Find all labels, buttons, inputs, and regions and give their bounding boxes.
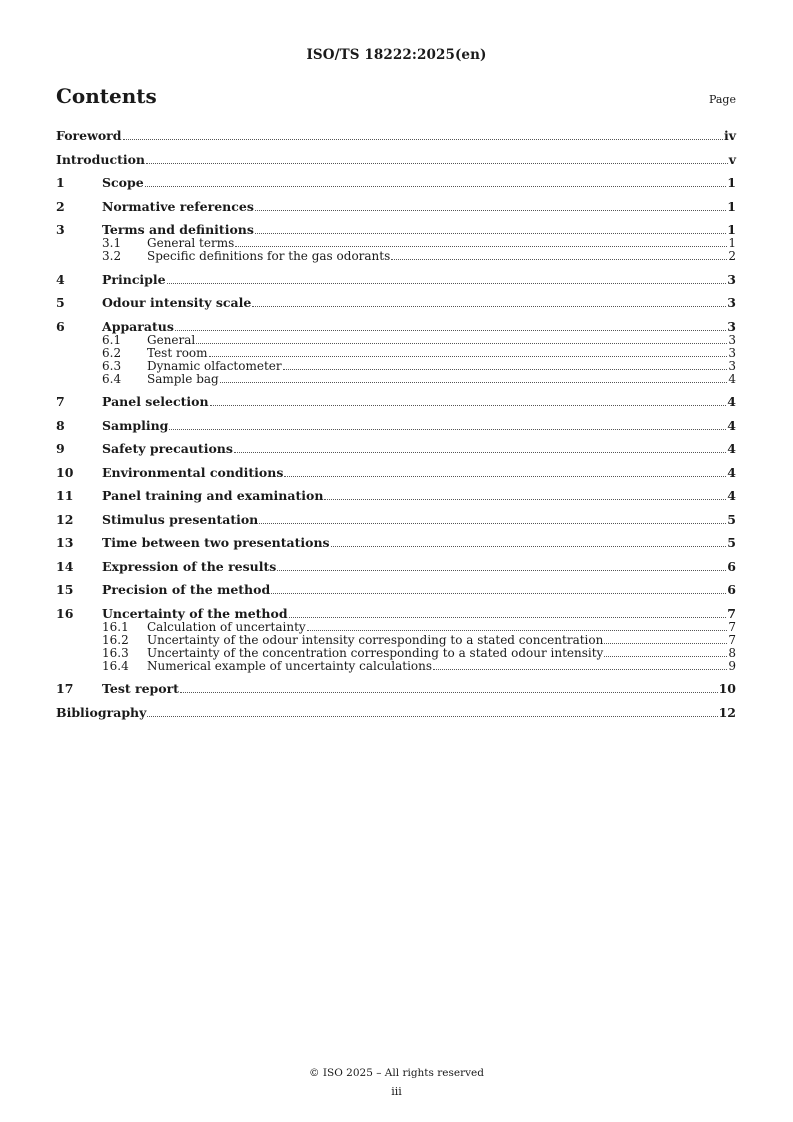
toc-entry-number: 16.2 <box>102 632 129 647</box>
toc-entry-number: 10 <box>56 464 74 480</box>
toc-entry-page: 1 <box>727 222 736 237</box>
toc-entry-number: 13 <box>56 535 74 550</box>
toc-subentry[interactable] <box>56 660 736 673</box>
toc-entry-number: 6.2 <box>102 345 122 360</box>
toc-entry-page: 1 <box>727 198 736 214</box>
page-number: iii <box>391 1085 402 1098</box>
toc-entry-number: 9 <box>56 441 65 456</box>
toc-entry-title: Uncertainty of the concentration corresponding to a stated odour intensity <box>147 645 604 660</box>
dot-leader <box>252 306 726 307</box>
toc-entry[interactable] <box>56 129 736 143</box>
dot-leader <box>123 139 723 140</box>
toc-subentry[interactable] <box>56 334 736 347</box>
toc-subentry[interactable] <box>56 360 736 373</box>
toc-entry-title: Bibliography <box>56 704 147 720</box>
dot-leader <box>180 692 718 693</box>
toc-entry-number: 11 <box>56 488 74 503</box>
toc-entry-number: 5 <box>56 295 65 310</box>
toc-entry[interactable] <box>56 560 736 574</box>
toc-entry-page: 7 <box>728 632 736 647</box>
dot-leader <box>271 593 726 594</box>
toc-entry[interactable] <box>56 296 736 310</box>
toc-entry-number: 17 <box>56 681 74 696</box>
toc-entry-title: Introduction <box>56 151 146 167</box>
toc-entry-number: 8 <box>56 417 65 433</box>
toc-entry-page: 3 <box>727 295 736 310</box>
toc-entry-title: Expression of the results <box>102 558 277 574</box>
dot-leader <box>145 186 727 187</box>
toc-entry-page: 8 <box>728 645 736 660</box>
toc-entry-title: Calculation of uncertainty <box>147 619 306 634</box>
toc-entry-title: Uncertainty of the method <box>102 605 288 621</box>
dot-leader <box>324 499 726 500</box>
toc-entry[interactable] <box>56 513 736 527</box>
toc-entry[interactable] <box>56 176 736 190</box>
toc-entry-title: Normative references <box>102 198 254 214</box>
dot-leader <box>234 452 726 453</box>
toc-entry-number: 1 <box>56 175 65 190</box>
toc-subentry[interactable] <box>56 250 736 263</box>
page-column-label: Page <box>708 93 736 106</box>
toc-entry-number: 2 <box>56 198 65 214</box>
toc-entry[interactable] <box>56 442 736 456</box>
toc-entry-number: 16 <box>56 605 74 621</box>
toc-entry-title: Sample bag <box>147 371 219 386</box>
toc-entry-number: 12 <box>56 511 74 527</box>
toc-entry[interactable] <box>56 395 736 409</box>
toc-entry-number: 16.4 <box>102 658 129 673</box>
dot-leader <box>307 630 728 631</box>
dot-leader <box>175 330 726 331</box>
toc-entry-page: 6 <box>727 558 736 574</box>
toc-entry-page: 5 <box>727 511 736 527</box>
toc-entry-page: 3 <box>728 332 736 347</box>
toc-entry-page: 3 <box>728 358 736 373</box>
toc-entry-page: 2 <box>728 249 736 263</box>
dot-leader <box>255 233 726 234</box>
toc-entry[interactable] <box>56 320 736 334</box>
dot-leader <box>277 570 726 571</box>
document-id-header: ISO/TS 18222:2025(en) <box>306 47 487 63</box>
toc-entry-page: 4 <box>727 488 736 503</box>
toc-entry-title: Foreword <box>56 128 122 143</box>
toc-entry-number: 4 <box>56 271 65 287</box>
dot-leader <box>604 643 727 644</box>
toc-entry-title: Test report <box>102 681 179 696</box>
toc-entry-page: v <box>728 151 736 167</box>
toc-entry-number: 16.3 <box>102 645 129 660</box>
table-of-contents <box>56 126 736 720</box>
toc-entry[interactable] <box>56 419 736 433</box>
toc-subentry[interactable] <box>56 647 736 660</box>
toc-entry[interactable] <box>56 153 736 167</box>
toc-subentry[interactable] <box>56 634 736 647</box>
toc-entry-page: 5 <box>727 535 736 550</box>
toc-entry-page: 3 <box>727 318 736 334</box>
dot-leader <box>259 523 726 524</box>
toc-entry-page: 4 <box>728 371 736 386</box>
toc-entry[interactable] <box>56 706 736 720</box>
toc-entry-title: Sampling <box>102 417 169 433</box>
toc-entry-page: 6 <box>727 582 736 597</box>
toc-entry-page: 10 <box>718 681 736 696</box>
toc-entry-number: 3 <box>56 222 65 237</box>
dot-leader <box>604 656 727 657</box>
toc-entry[interactable] <box>56 273 736 287</box>
toc-entry[interactable] <box>56 536 736 550</box>
toc-entry-page: 4 <box>727 441 736 456</box>
toc-entry-number: 6 <box>56 318 65 334</box>
dot-leader <box>331 546 727 547</box>
copyright-notice: © ISO 2025 – All rights reserved <box>309 1067 484 1079</box>
toc-entry-page: 9 <box>728 658 736 673</box>
toc-subentry[interactable] <box>56 373 736 386</box>
toc-entry-title: Terms and definitions <box>102 222 254 237</box>
dot-leader <box>147 716 717 717</box>
toc-entry-title: General terms <box>147 236 235 250</box>
toc-entry-title: Numerical example of uncertainty calculations <box>147 658 433 673</box>
dot-leader <box>235 246 727 247</box>
dot-leader <box>289 617 727 618</box>
dot-leader <box>196 343 727 344</box>
toc-entry[interactable] <box>56 200 736 214</box>
toc-entry-number: 6.4 <box>102 371 122 386</box>
dot-leader <box>167 283 727 284</box>
toc-entry-page: 12 <box>718 704 736 720</box>
toc-entry-title: Panel training and examination <box>102 488 324 503</box>
toc-entry-title: Uncertainty of the odour intensity corresponding to a stated concentration <box>147 632 604 647</box>
toc-entry-page: 1 <box>727 175 736 190</box>
toc-entry[interactable] <box>56 583 736 597</box>
toc-entry-page: 7 <box>727 605 736 621</box>
toc-entry-title: Safety precautions <box>102 441 233 456</box>
dot-leader <box>220 382 728 383</box>
toc-entry-number: 15 <box>56 582 74 597</box>
toc-entry-page: 3 <box>727 271 736 287</box>
toc-entry[interactable] <box>56 466 736 480</box>
toc-entry-title: Test room <box>147 345 208 360</box>
toc-entry-title: Time between two presentations <box>102 535 330 550</box>
toc-entry-title: Environmental conditions <box>102 464 284 480</box>
toc-entry-title: Apparatus <box>102 318 174 334</box>
toc-subentry[interactable] <box>56 621 736 634</box>
toc-entry[interactable] <box>56 607 736 621</box>
toc-entry-number: 7 <box>56 394 65 409</box>
toc-entry-title: Specific definitions for the gas odorants <box>147 249 391 263</box>
dot-leader <box>391 259 727 260</box>
toc-entry-number: 14 <box>56 558 74 574</box>
toc-subentry[interactable] <box>56 347 736 360</box>
toc-entry-page: 4 <box>727 464 736 480</box>
toc-entry-number: 16.1 <box>102 619 129 634</box>
dot-leader <box>433 669 727 670</box>
toc-entry-number: 3.1 <box>102 236 122 250</box>
dot-leader <box>146 163 728 164</box>
dot-leader <box>209 356 728 357</box>
toc-entry[interactable] <box>56 489 736 503</box>
toc-entry-page: 4 <box>727 417 736 433</box>
toc-entry-title: Panel selection <box>102 394 209 409</box>
dot-leader <box>255 210 726 211</box>
toc-entry-number: 3.2 <box>102 249 122 263</box>
toc-entry-page: 3 <box>728 345 736 360</box>
contents-title: Contents <box>56 84 157 108</box>
dot-leader <box>283 369 728 370</box>
toc-entry[interactable] <box>56 223 736 237</box>
toc-entry-number: 6.3 <box>102 358 122 373</box>
toc-entry-title: Dynamic olfactometer <box>147 358 282 373</box>
toc-entry-title: Principle <box>102 271 166 287</box>
dot-leader <box>284 476 726 477</box>
toc-entry-page: 1 <box>728 236 736 250</box>
toc-entry-page: 4 <box>727 394 736 409</box>
toc-entry-title: Scope <box>102 175 144 190</box>
toc-entry[interactable] <box>56 682 736 696</box>
dot-leader <box>210 405 727 406</box>
toc-entry-page: 7 <box>728 619 736 634</box>
toc-entry-title: Odour intensity scale <box>102 295 252 310</box>
toc-entry-page: iv <box>723 128 736 143</box>
toc-entry-title: General <box>147 332 196 347</box>
dot-leader <box>169 429 726 430</box>
toc-entry-number: 6.1 <box>102 332 122 347</box>
toc-entry-title: Stimulus presentation <box>102 511 259 527</box>
toc-entry-title: Precision of the method <box>102 582 271 597</box>
